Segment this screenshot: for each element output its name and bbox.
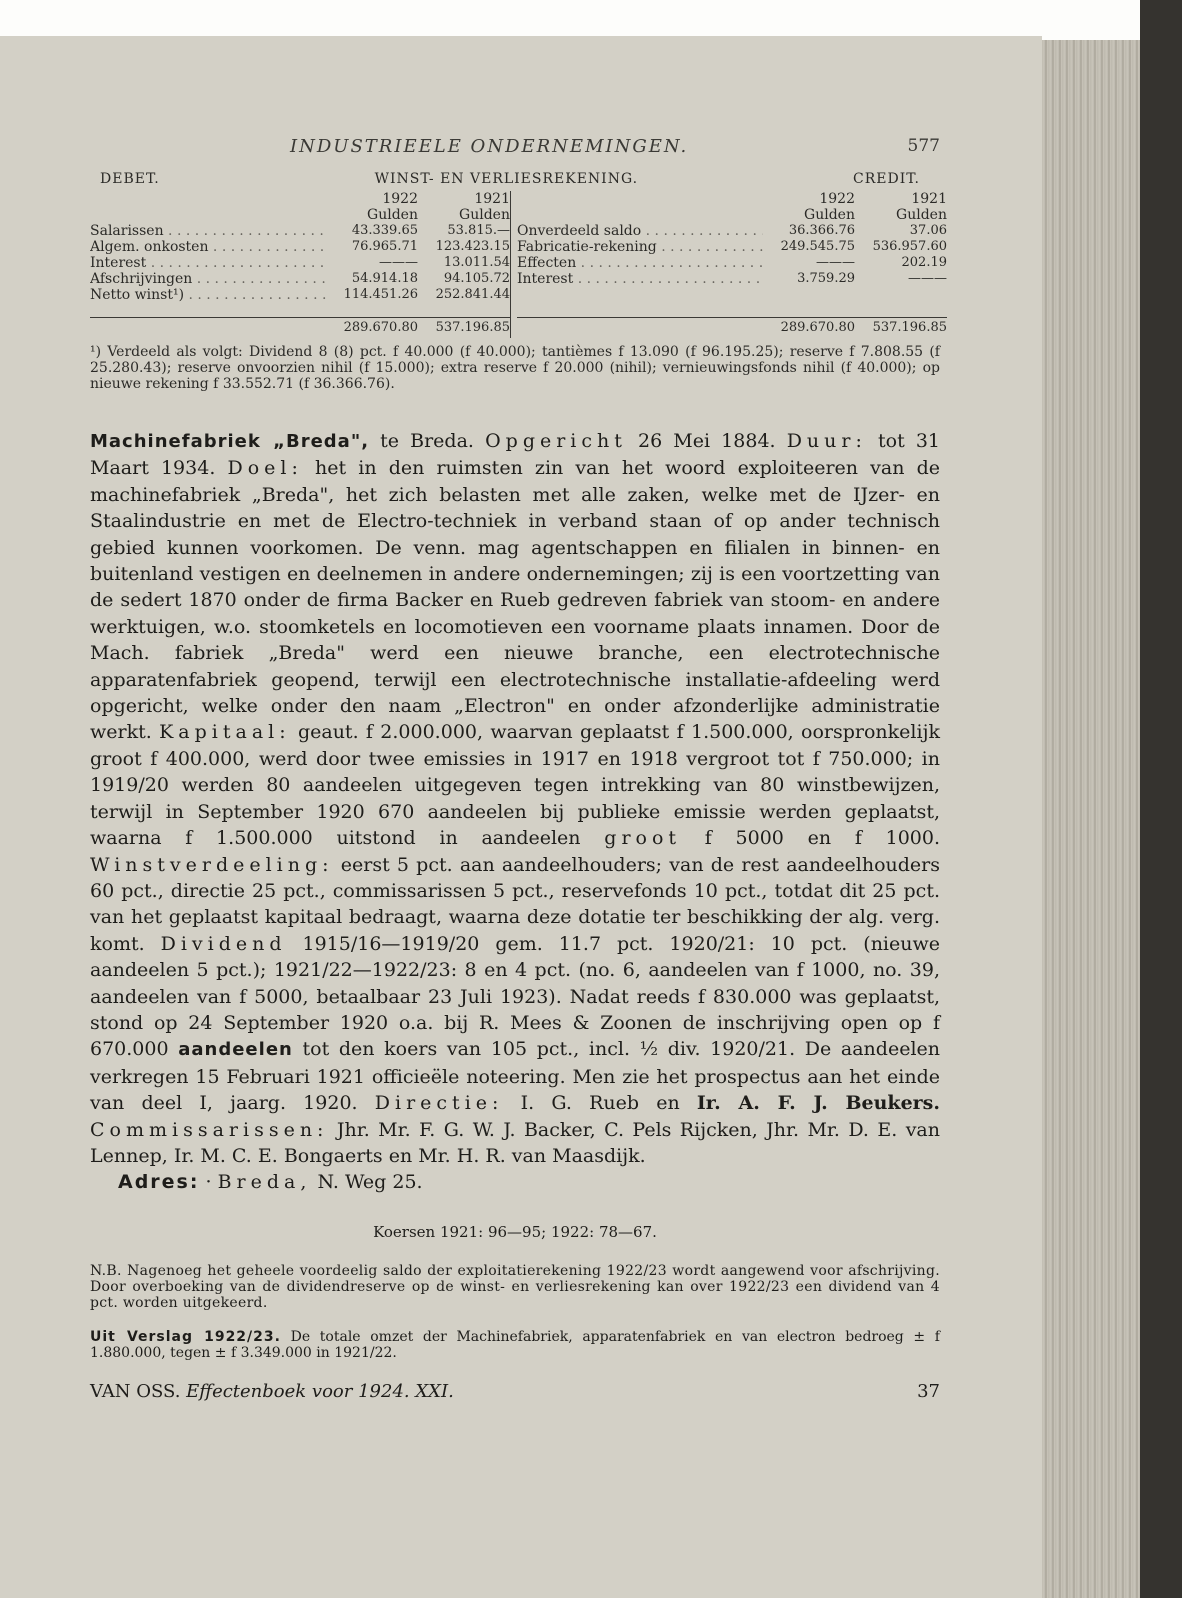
debet-row: Salarissen . . . 43.339.65 53.815.— <box>90 223 510 239</box>
page-footer <box>90 1381 940 1402</box>
credit-row: Fabricatie-rekening . . . 249.545.75 536.957.60 <box>517 239 947 255</box>
running-head-title: INDUSTRIEELE ONDERNEMINGEN. <box>290 136 689 157</box>
keyword-opgericht: Opgericht <box>485 430 627 452</box>
debet-rows <box>90 223 510 303</box>
account-footnote: ¹) Verdeeld als volgt: Dividend 8 (8) pct. f 40.000 (f 40.000); tantièmes f 13.090 (f 96.195.25); reserve f 7.808.55 (f 25.280.43); reserve onvoorzien nihil (f 15.000); extra reserve f 20.000 (nihil); vernieuwingsfonds nihil (f 40.000); op nieuwe rekening f 33.552.71 (f 36.366.76). <box>90 344 940 392</box>
annual-report-note: Uit Verslag 1922/23. De totale omzet der Machinefabriek, apparatenfabriek en van electron bedroeg ± f 1.880.000, tegen ± f 3.349.000 in 1921/22. <box>90 1329 940 1362</box>
credit-row: Onverdeeld saldo . . . 36.366.76 37.06 <box>517 223 947 239</box>
credit-header-years: 1922 1921 <box>819 191 947 207</box>
account-titles <box>90 171 940 187</box>
book-cover-edge <box>1140 0 1182 1598</box>
keyword-aandeelen: aandeelen <box>178 1039 293 1061</box>
footer-imprint: VAN OSS. Effectenboek voor 1924. XXI. <box>90 1381 454 1403</box>
keyword-directie: Directie: <box>374 1092 504 1115</box>
address-line: Adres: · Breda, N. Weg 25. <box>118 1171 423 1194</box>
book-page <box>0 36 1042 1598</box>
debet-row: Interest . . . ——— 13.011.54 <box>90 255 510 271</box>
keyword-winstverdeeling: Winstverdeeling: <box>90 853 334 876</box>
footer-volume: XXI. <box>415 1381 454 1403</box>
page-number: 577 <box>907 136 940 156</box>
credit-column <box>511 191 947 338</box>
account-title: WINST- EN VERLIESREKENING. <box>374 171 639 187</box>
company-article: Machinefabriek „Breda", te Breda. Opgericht 26 Mei 1884. Duur: tot 31 Maart 1934. Doel: het in den ruimsten zin van het woord exploiteeren van de machinefabriek „Breda", het zich belasten met alle zaken, welke met de IJzer- en Staalindustrie en met de Electro-techniek in verband staan of op ander technisch gebied kunnen voorkomen. De venn. mag agentschappen en filialen in binnen- en buitenland vestigen en deelnemen in andere ondernemingen; zij is een voortzetting van de sedert 1870 onder de firma Backer en Rueb gedreven fabriek van stoom- en andere werktuigen, w.o. stoomketels en locomotieven een voorname plaats innamen. Door de Mach. fabriek „Breda" werd een nieuwe branche, een electrotechnische apparatenfabriek geopend, terwijl een electrotechnische installatie-afdeeling werd opgericht, welke onder den naam „Electron" en onder afzonderlijke administratie werkt. Kapitaal: geaut. f 2.000.000, waarvan geplaatst f 1.500.000, oorspronkelijk groot f 400.000, werd door twee emissies in 1917 en 1918 vergroot tot f 750.000; in 1919/20 werden 80 aandeelen uitgegeven tegen intrekking van 80 winstbewijzen, terwijl in September 1920 670 aandeelen bij publieke emissie werden geplaatst, waarna f 1.500.000 uitstond in aandeelen groot f 5000 en f 1000. Winstverdeeling: eerst 5 pct. aan aandeelhouders; van de rest aandeelhouders 60 pct., directie 25 pct., commissarissen 5 pct., reservefonds 10 pct., totdat dit 25 pct. van het geplaatst kapitaal bedraagt, waarna deze dotatie ter beschikking der alg. verg. komt. Dividend 1915/16—1919/20 gem. 11.7 pct. 1920/21: 10 pct. (nieuwe aandeelen 5 pct.); 1921/22—1922/23: 8 en 4 pct. (no. 6, aandeelen van f 1000, no. 39, aandeelen van f 5000, betaalbaar 23 Juli 1923). Nadat reeds f 830.000 was geplaatst, stond op 24 September 1920 o.a. bij R. Mees & Zoonen de inschrijving open op f 670.000 aandeelen tot den koers van 105 pct., incl. ½ div. 1920/21. De aandeelen verkregen 15 Februari 1921 officieële noteering. Men zie het prospectus aan het einde van deel I, jaarg. 1920. Directie: I. G. Rueb en Ir. A. F. J. Beukers. Commissarissen: Jhr. Mr. F. G. W. J. Backer, C. Pels Rijcken, Jhr. Mr. D. E. van Lennep, Ir. M. C. E. Bongaerts en Mr. H. R. van Maasdijk. <box>90 430 941 1167</box>
credit-rows <box>517 223 947 287</box>
debet-title: DEBET. <box>100 171 160 187</box>
director-name: Ir. A. F. J. Beukers. <box>696 1092 940 1115</box>
credit-header-units: Gulden Gulden <box>804 207 947 223</box>
ledger <box>90 191 947 338</box>
address-label: Adres: <box>118 1171 200 1194</box>
credit-row: Interest . . . 3.759.29 ——— <box>517 271 947 287</box>
debet-header-years: 1922 1921 <box>382 191 510 207</box>
keyword-dividend: Dividend <box>160 932 287 955</box>
keyword-doel: Doel: <box>227 457 303 480</box>
company-name: Machinefabriek „Breda", <box>90 431 370 452</box>
address-city: Breda, <box>217 1171 312 1194</box>
page-content <box>90 136 947 1403</box>
profit-loss-account <box>90 171 947 392</box>
debet-row: Netto winst¹) . . . 114.451.26 252.841.44 <box>90 287 510 303</box>
nota-bene: N.B. Nagenoeg het geheele voordeelig saldo der exploitatierekening 1922/23 wordt aangewend voor afschrijving. Door overboeking van de dividendreserve op de winst- en verliesrekening kan over 1922/23 een dividend van 4 pct. worden uitgekeerd. <box>90 1263 940 1312</box>
credit-title: CREDIT. <box>853 171 920 187</box>
keyword-commissarissen: Commissarissen: <box>90 1118 329 1141</box>
signature-number: 37 <box>917 1381 940 1403</box>
keyword-kapitaal: Kapitaal: <box>159 721 291 744</box>
debet-row: Algem. onkosten . . . 76.965.71 123.423.15 <box>90 239 510 255</box>
debet-row: Afschrijvingen . . . 54.914.18 94.105.72 <box>90 271 510 287</box>
keyword-duur: Duur: <box>786 430 867 452</box>
credit-total: 289.670.80 537.196.85 <box>517 317 947 338</box>
running-head <box>90 136 940 157</box>
address-street: N. Weg 25. <box>311 1171 423 1194</box>
debet-column <box>90 191 511 338</box>
share-prices: Koersen 1921: 96—95; 1922: 78—67. <box>373 1223 657 1242</box>
report-label: Uit Verslag 1922/23. <box>90 1329 281 1346</box>
debet-header-units: Gulden Gulden <box>367 207 510 223</box>
keyword-groot: groot <box>604 827 682 850</box>
debet-total: 289.670.80 537.196.85 <box>90 317 510 338</box>
credit-row: Effecten . . . ——— 202.19 <box>517 255 947 271</box>
footer-book-title: Effectenboek voor 1924. <box>186 1381 410 1403</box>
